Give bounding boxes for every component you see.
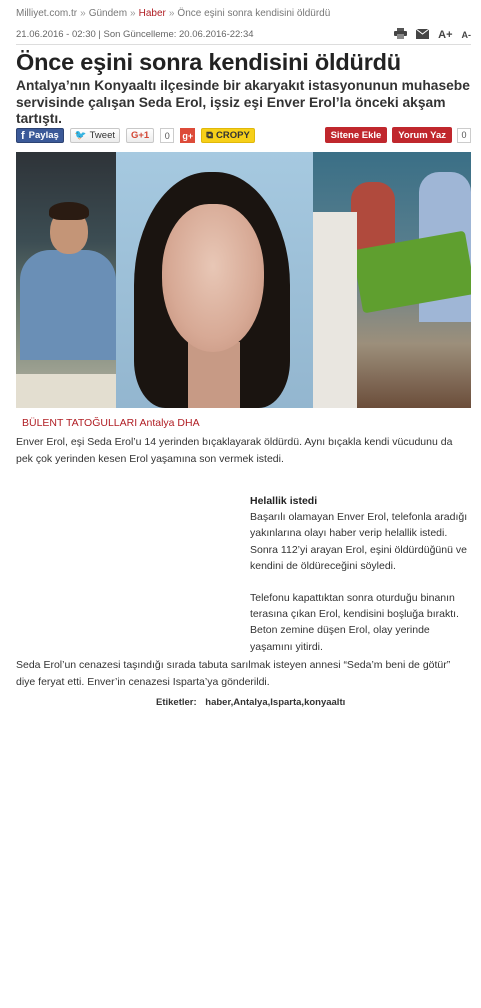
cropy-button[interactable] — [201, 128, 255, 143]
photo-funeral-panel — [313, 152, 471, 408]
tag-link[interactable]: haber — [205, 697, 231, 708]
article-actions — [325, 127, 471, 143]
breadcrumb-home[interactable]: Milliyet.com.tr — [16, 8, 78, 19]
tag-list: Etiketler: haber,Antalya,Isparta,konyaaltı — [156, 697, 346, 708]
article-paragraph: Telefonu kapattıktan sonra oturduğu binanın terasına çıkan Erol, kendisini boşluğa bıraktı. Beton zemine düşen Erol, olay yerinde yaşamını yitirdi. — [250, 592, 459, 653]
breadcrumb — [16, 8, 330, 19]
article-paragraph: Seda Erol’un cenazesi taşındığı sırada tabuta sarılmak isteyen annesi “Seda’m beni de götür” diye feryat etti. Enver’in cenazesi Isparta’ya gönderildi. — [16, 659, 451, 688]
breadcrumb-separator: » — [130, 8, 136, 19]
article-paragraph: Başarılı olamayan Enver Erol, telefonla aradığı yakınlarına olayı haber verip helallik istedi. Sonra 112’yi arayan Erol, eşini öldürdüğünü ve kendini de öldüreceğini söyledi. — [250, 511, 468, 572]
add-to-site-button[interactable]: Sitene Ekle — [325, 127, 388, 143]
comment-count: 0 — [457, 128, 471, 143]
facebook-share-label: Paylaş — [28, 130, 59, 141]
social-share-bar — [16, 128, 255, 143]
cropy-label: CROPY — [216, 130, 250, 141]
gplus-button[interactable]: G+1 — [126, 128, 154, 143]
photo-man-panel — [16, 152, 116, 408]
gplus-count: 0 — [160, 128, 174, 143]
tweet-button[interactable] — [70, 128, 120, 143]
article-photo — [16, 152, 471, 408]
breadcrumb-separator: » — [80, 8, 86, 19]
breadcrumb-separator: » — [168, 8, 175, 19]
breadcrumb-gundem[interactable]: Gündem — [88, 8, 128, 19]
email-icon[interactable] — [416, 29, 429, 42]
author-line: BÜLENT TATOĞULLARI Antalya DHA — [22, 417, 200, 429]
tag-link[interactable]: Isparta — [270, 697, 302, 708]
tag-link[interactable]: Antalya — [233, 697, 268, 708]
gplus-square-icon[interactable]: g+ — [180, 128, 195, 143]
article-title: Önce eşini sonra kendisini öldürdü — [16, 49, 401, 75]
cropy-icon: ⧉ — [206, 130, 214, 141]
facebook-icon: f — [21, 129, 25, 142]
subsection-heading: Helallik istedi — [250, 495, 318, 507]
twitter-icon: 🐦 — [74, 130, 87, 141]
divider — [16, 44, 471, 45]
font-increase-button[interactable]: A+ — [438, 29, 453, 41]
photo-woman-portrait — [116, 152, 313, 408]
article-dates: 21.06.2016 - 02:30 | Son Güncelleme: 20.06.2016-22:34 — [16, 29, 254, 40]
tags-label: Etiketler: — [156, 697, 197, 708]
breadcrumb-current: Önce eşini sonra kendisini öldürdü — [177, 8, 331, 19]
article-lead: Antalya’nın Konyaaltı ilçesinde bir akaryakıt istasyonunun muhasebe servisinde çalışan Seda Erol, işsiz eşi Enver Erol’la önceki akşam tartıştı. — [16, 78, 470, 126]
facebook-share-button[interactable] — [16, 128, 64, 143]
tag-link[interactable]: konyaaltı — [304, 697, 346, 708]
print-icon[interactable] — [394, 28, 407, 42]
breadcrumb-haber[interactable]: Haber — [138, 8, 166, 19]
article-paragraph: Enver Erol, eşi Seda Erol’u 14 yerinden bıçaklayarak öldürdü. Aynı bıçakla kendi vücudunu da pek çok yerinden kesen Erol yaşamına son vermek istedi. — [16, 436, 453, 465]
font-decrease-button[interactable]: A- — [461, 30, 471, 40]
tweet-label: Tweet — [89, 130, 115, 141]
article-tools — [394, 28, 471, 42]
updated-date: Son Güncelleme: 20.06.2016-22:34 — [103, 29, 254, 40]
published-date: 21.06.2016 - 02:30 — [16, 29, 96, 40]
write-comment-button[interactable]: Yorum Yaz — [392, 127, 452, 143]
article-subsection — [250, 493, 470, 671]
